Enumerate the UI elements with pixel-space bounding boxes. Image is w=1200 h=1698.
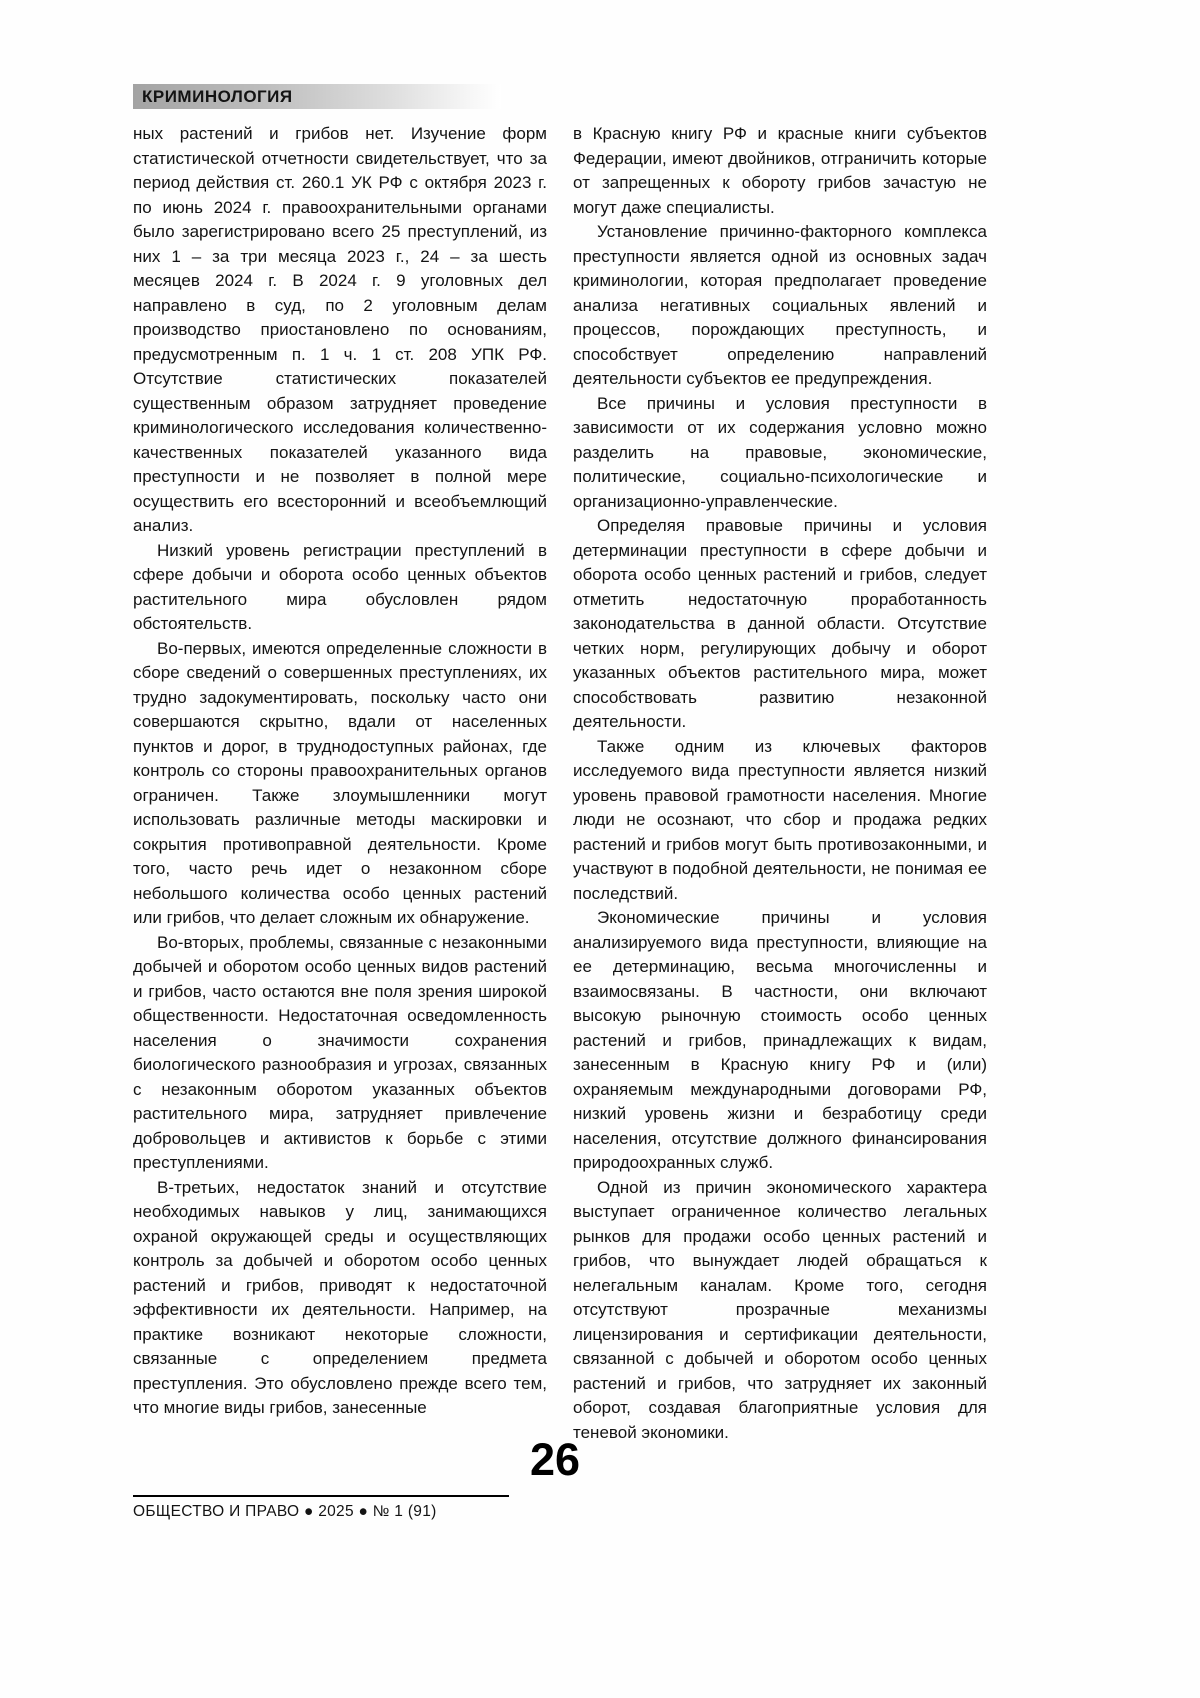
paragraph: В-третьих, недостаток знаний и отсутствие необходимых навыков у лиц, занимающихся охраной окружающей среды и осуществляющих контроль за добычей и оборотом особо ценных растений и грибов, приводят к недостаточной эффективности их деятельности. Например, на практике возникают некоторые сложности, связанные с определением предмета преступления. Это обусловлено прежде всего тем, что многие виды грибов, занесенные: [133, 1177, 547, 1417]
paragraph: Все причины и условия преступности в зависимости от их содержания условно можно разделить на правовые, экономические, политические, социально-психологические и организационно-управленческие.: [573, 393, 987, 511]
section-header: [133, 84, 501, 109]
paragraph: Низкий уровень регистрации преступлений в сфере добычи и оборота особо ценных объектов растительного мира обусловлен рядом обстоятельств.: [133, 540, 547, 633]
footer-journal-line: ОБЩЕСТВО И ПРАВО ● 2025 ● № 1 (91): [133, 1503, 437, 1520]
left-column: [133, 122, 547, 1445]
right-column: [573, 122, 987, 1445]
section-header-label: КРИМИНОЛОГИЯ: [142, 87, 293, 106]
paragraph: Одной из причин экономического характера выступает ограниченное количество легальных рынков для продажи особо ценных растений и грибов, что вынуждает людей обращаться к нелегальным каналам. Кроме того, сегодня отсутствуют прозрачные механизмы лицензирования и сертификации деятельности, связанной с добычей и оборотом особо ценных растений и грибов, что затрудняет их законный оборот, создавая благоприятные условия для теневой экономики.: [573, 1177, 987, 1442]
page-number: 26: [529, 1434, 581, 1485]
page-content: [133, 84, 987, 1445]
paragraph: Установление причинно-факторного комплекса преступности является одной из основных задач криминологии, которая предполагает проведение анализа негативных социальных явлений и процессов, порождающих преступность, и способствует определению направлений деятельности субъектов ее предупреждения.: [573, 222, 987, 388]
paragraph: Экономические причины и условия анализируемого вида преступности, влияющие на ее детерминацию, весьма многочисленны и взаимосвязаны. В частности, они включают высокую рыночную стоимость особо ценных растений и грибов, принадлежащих к видам, занесенным в Красную книгу РФ и (или) охраняемым международными договорами РФ, низкий уровень жизни и безработицу среди населения, отсутствие должного финансирования природоохранных служб.: [573, 908, 987, 1172]
paragraph: Также одним из ключевых факторов исследуемого вида преступности является низкий уровень правовой грамотности населения. Многие люди не осознают, что сбор и продажа редких растений и грибов могут быть противозаконными, и участвуют в подобной деятельности, не понимая ее последствий.: [573, 736, 987, 903]
paragraph: Определяя правовые причины и условия детерминации преступности в сфере добычи и оборота особо ценных растений и грибов, следует отметить недостаточную проработанность законодательства в данной области. Отсутствие четких норм, регулирующих добычу и оборот указанных объектов растительного мира, может способствовать развитию незаконной деятельности.: [573, 516, 987, 731]
paragraph: Во-первых, имеются определенные сложности в сборе сведений о совершенных преступлениях, их трудно задокументировать, поскольку часто они совершаются скрытно, вдали от населенных пунктов и дорог, в труднодоступных районах, где контроль со стороны правоохранительных органов ограничен. Также злоумышленники могут использовать различные методы маскировки и сокрытия противоправной деятельности. Кроме того, часто речь идет о незаконном сборе небольшого количества особо ценных растений или грибов, что делает сложным их обнаружение.: [133, 638, 547, 927]
text-columns: [133, 122, 987, 1445]
paragraph: ных растений и грибов нет. Изучение форм статистической отчетности свидетельствует, что за период действия ст. 260.1 УК РФ с октября 2023 г. по июнь 2024 г. правоохранительными органами было зарегистрировано всего 25 преступлений, из них 1 – за три месяца 2023 г., 24 – за шесть месяцев 2024 г. В 2024 г. 9 уголовных дел направлено в суд, по 2 уголовным делам производство приостановлено по основаниям, предусмотренным п. 1 ч. 1 ст. 208 УПК РФ. Отсутствие статистических показателей существенным образом затрудняет проведение криминологического исследования количественно-качественных показателей указанного вида преступности и не позволяет в полной мере осуществить его всесторонний и всеобъемлющий анализ.: [133, 124, 547, 535]
paragraph: Во-вторых, проблемы, связанные с незаконными добычей и оборотом особо ценных видов растений и грибов, часто остаются вне поля зрения широкой общественности. Недостаточная осведомленность населения о значимости сохранения биологического разнообразия и угрозах, связанных с незаконным оборотом указанных объектов растительного мира, затрудняет привлечение добровольцев и активистов к борьбе с этими преступлениями.: [133, 932, 547, 1172]
footer-divider: [133, 1495, 509, 1497]
paragraph: в Красную книгу РФ и красные книги субъектов Федерации, имеют двойников, отграничить которые от запрещенных к обороту грибов зачастую не могут даже специалисты.: [573, 124, 987, 217]
